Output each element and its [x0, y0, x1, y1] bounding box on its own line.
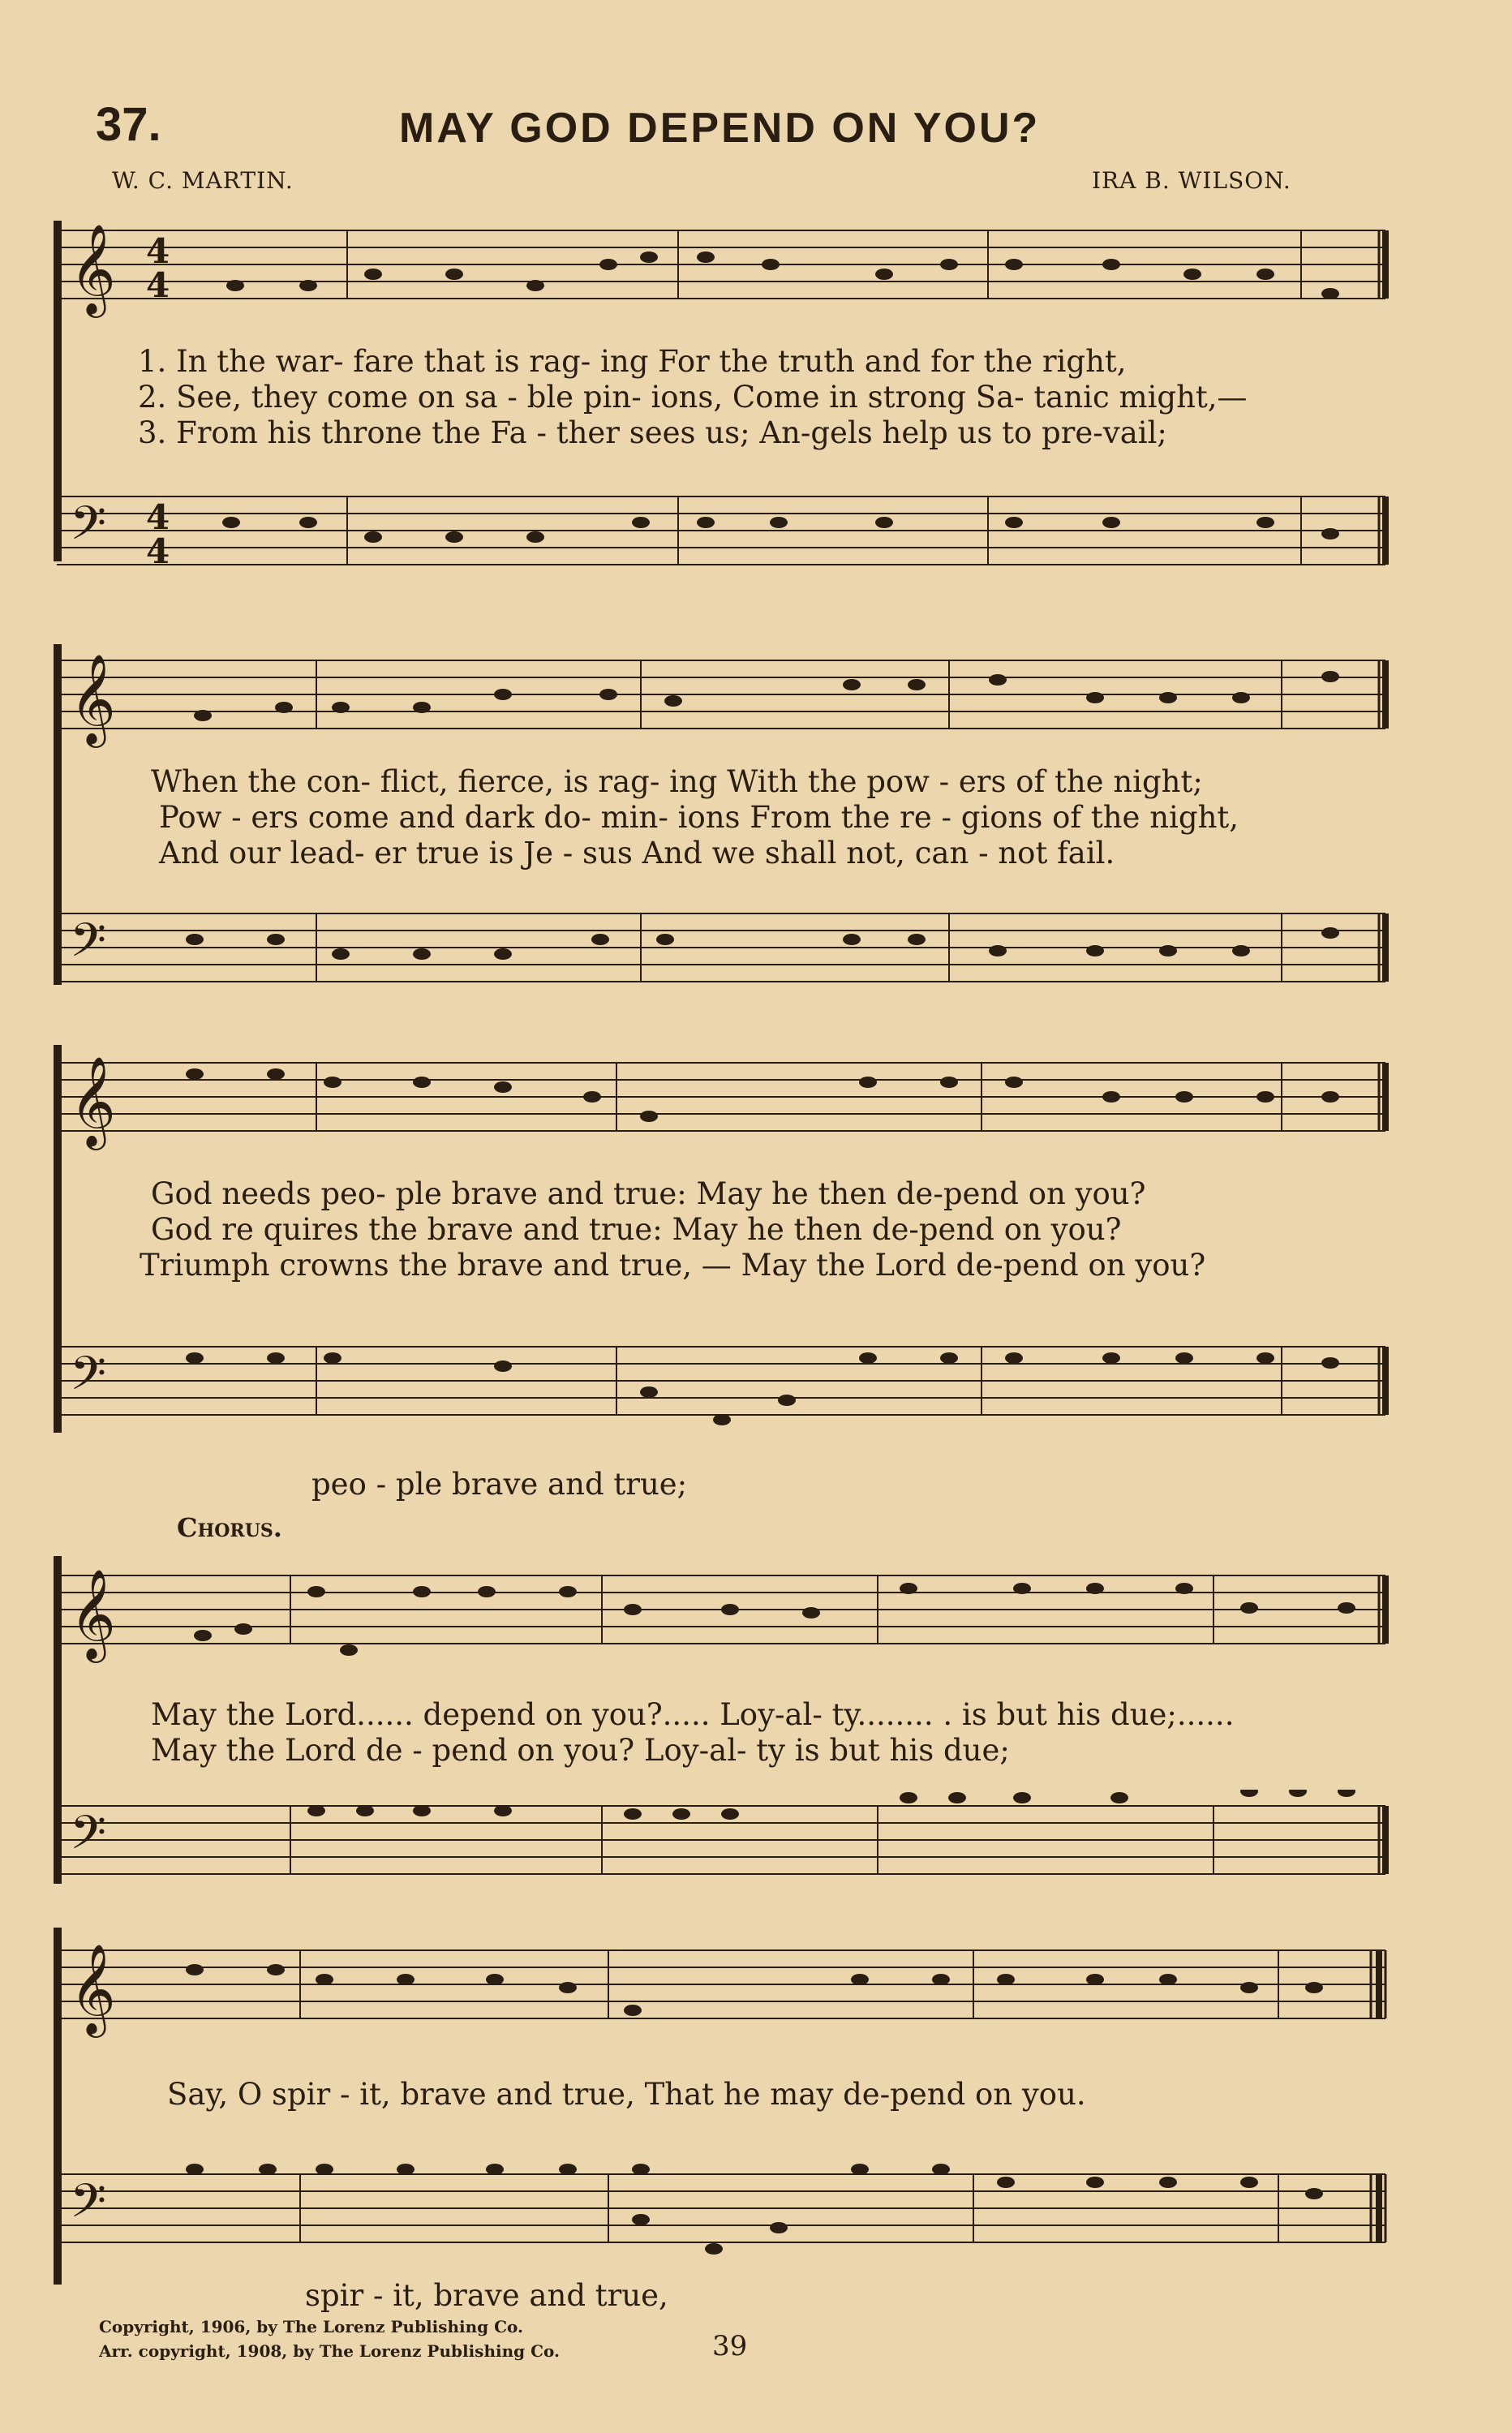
hymn-title: MAY GOD DEPEND ON YOU?	[399, 105, 1041, 152]
svg-text:𝄞: 𝄞	[70, 1055, 116, 1146]
treble-staff	[0, 644, 1512, 750]
lyric-verse-3: And our lead- er true is Je - sus And we shall not, can - not fail.	[159, 836, 1115, 870]
bass-staff	[0, 480, 1512, 586]
svg-text:𝄞: 𝄞	[70, 1568, 116, 1659]
words-credit: W. C. MARTIN.	[112, 167, 294, 194]
treble-staff	[0, 1559, 1512, 1665]
lyric-verse-1: 1. In the war- fare that is rag- ing For the truth and for the right,	[138, 344, 1127, 379]
svg-text:4: 4	[146, 531, 170, 571]
lyric-verse-1: God needs peo- ple brave and true: May he then de-pend on you?	[151, 1176, 1146, 1211]
svg-text:𝄢: 𝄢	[70, 496, 107, 562]
lyric-verse-1: When the con- flict, fierce, is rag- ing With the pow - ers of the night;	[151, 764, 1203, 799]
svg-text:4: 4	[146, 497, 170, 537]
bass-staff	[0, 2158, 1512, 2263]
svg-text:𝄞: 𝄞	[70, 1943, 116, 2034]
page-number: 39	[712, 2330, 748, 2362]
lyric-verse-3: Triumph crowns the brave and true, — May the Lord de-pend on you?	[140, 1248, 1206, 1283]
svg-text:4: 4	[146, 231, 170, 271]
svg-text:𝄞: 𝄞	[70, 223, 116, 314]
copyright-line-2: Arr. copyright, 1908, by The Lorenz Publishing Co.	[99, 2341, 560, 2361]
lyric-verse-2: 2. See, they come on sa - ble pin- ions, Come in strong Sa- tanic might,—	[138, 380, 1248, 415]
treble-staff	[0, 1934, 1512, 2040]
lyric-verse-3: 3. From his throne the Fa - ther sees us; An-gels help us to pre-vail;	[138, 415, 1167, 450]
hymn-number: 37.	[96, 98, 161, 151]
svg-text:4: 4	[146, 265, 170, 305]
bass-staff	[0, 1330, 1512, 1436]
chorus-lyric-2: May the Lord de - pend on you? Loy-al- ty is but his due;	[151, 1733, 1010, 1768]
svg-text:𝄢: 𝄢	[70, 1346, 107, 1412]
chorus-label: Chorus.	[177, 1512, 282, 1543]
bass-lyric: spir - it, brave and true,	[305, 2278, 668, 2313]
lyric-line: Say, O spir - it, brave and true, That he may de-pend on you.	[167, 2077, 1086, 2112]
bass-staff	[0, 1790, 1512, 1895]
bass-lyric: peo - ple brave and true;	[311, 1467, 688, 1502]
copyright-line-1: Copyright, 1906, by The Lorenz Publishing Co.	[99, 2317, 523, 2336]
svg-text:𝄢: 𝄢	[70, 2173, 107, 2240]
music-credit: IRA B. WILSON.	[1092, 167, 1291, 194]
svg-text:𝄢: 𝄢	[70, 1805, 107, 1872]
treble-staff	[0, 1047, 1512, 1152]
lyric-verse-2: God re quires the brave and true: May he then de-pend on you?	[151, 1212, 1122, 1247]
treble-staff	[0, 221, 1512, 326]
chorus-lyric-1: May the Lord...... depend on you?..... Loy-al- ty........ . is but his due;......	[151, 1697, 1235, 1732]
svg-text:𝄢: 𝄢	[70, 913, 107, 979]
svg-text:𝄞: 𝄞	[70, 653, 116, 744]
lyric-verse-2: Pow - ers come and dark do- min- ions From the re - gions of the night,	[159, 800, 1239, 835]
bass-staff	[0, 897, 1512, 1003]
